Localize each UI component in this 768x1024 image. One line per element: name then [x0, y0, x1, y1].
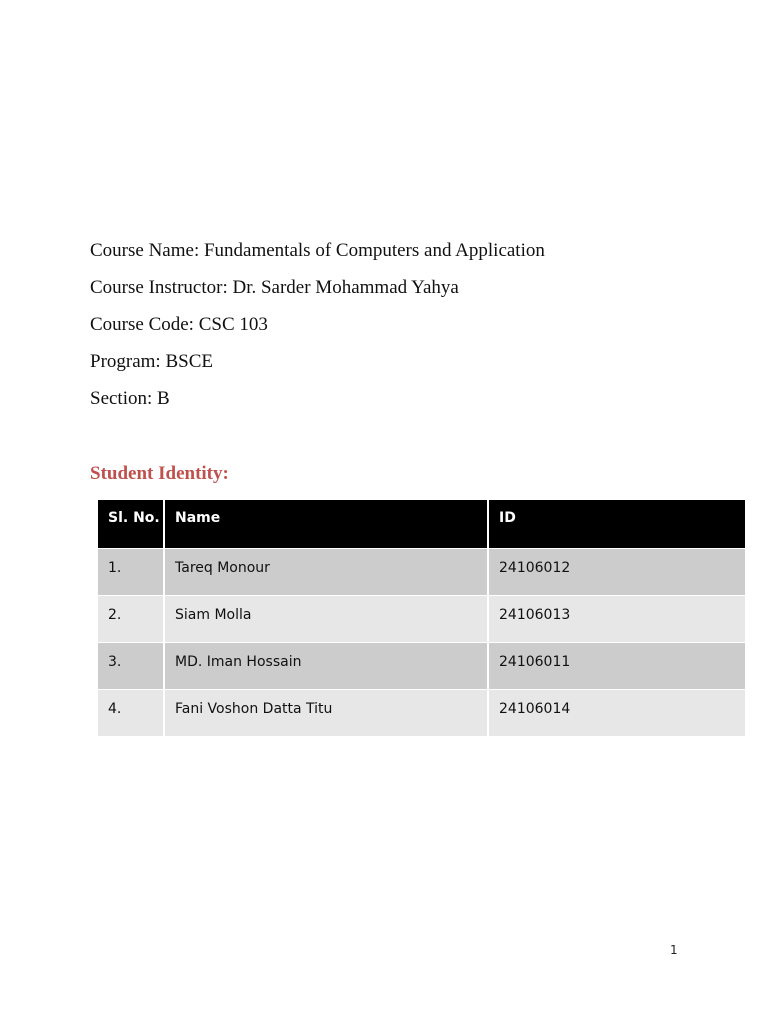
column-header-sl-no: Sl. No.	[98, 500, 164, 549]
table-row	[98, 643, 745, 690]
row-name: Tareq Monour	[164, 549, 488, 596]
column-header-id: ID	[488, 500, 745, 549]
row-name: Siam Molla	[164, 596, 488, 643]
course-name: Course Name: Fundamentals of Computers and Application	[90, 240, 545, 261]
student-identity-heading: Student Identity:	[90, 463, 229, 484]
section: Section: B	[90, 388, 170, 409]
row-id: 24106014	[488, 690, 745, 737]
column-header-name: Name	[164, 500, 488, 549]
row-sl-no: 3.	[98, 643, 164, 690]
course-code: Course Code: CSC 103	[90, 314, 268, 335]
program: Program: BSCE	[90, 351, 213, 372]
table-row	[98, 549, 745, 596]
row-sl-no: 1.	[98, 549, 164, 596]
row-id: 24106013	[488, 596, 745, 643]
row-name: MD. Iman Hossain	[164, 643, 488, 690]
page-number: 1	[670, 943, 678, 957]
row-sl-no: 4.	[98, 690, 164, 737]
table-row	[98, 596, 745, 643]
course-instructor: Course Instructor: Dr. Sarder Mohammad Yahya	[90, 277, 459, 298]
row-id: 24106012	[488, 549, 745, 596]
course-info	[90, 232, 710, 417]
row-name: Fani Voshon Datta Titu	[164, 690, 488, 737]
row-id: 24106011	[488, 643, 745, 690]
table-header-row	[98, 500, 745, 549]
row-sl-no: 2.	[98, 596, 164, 643]
student-identity-table	[98, 500, 745, 736]
table-row	[98, 690, 745, 737]
